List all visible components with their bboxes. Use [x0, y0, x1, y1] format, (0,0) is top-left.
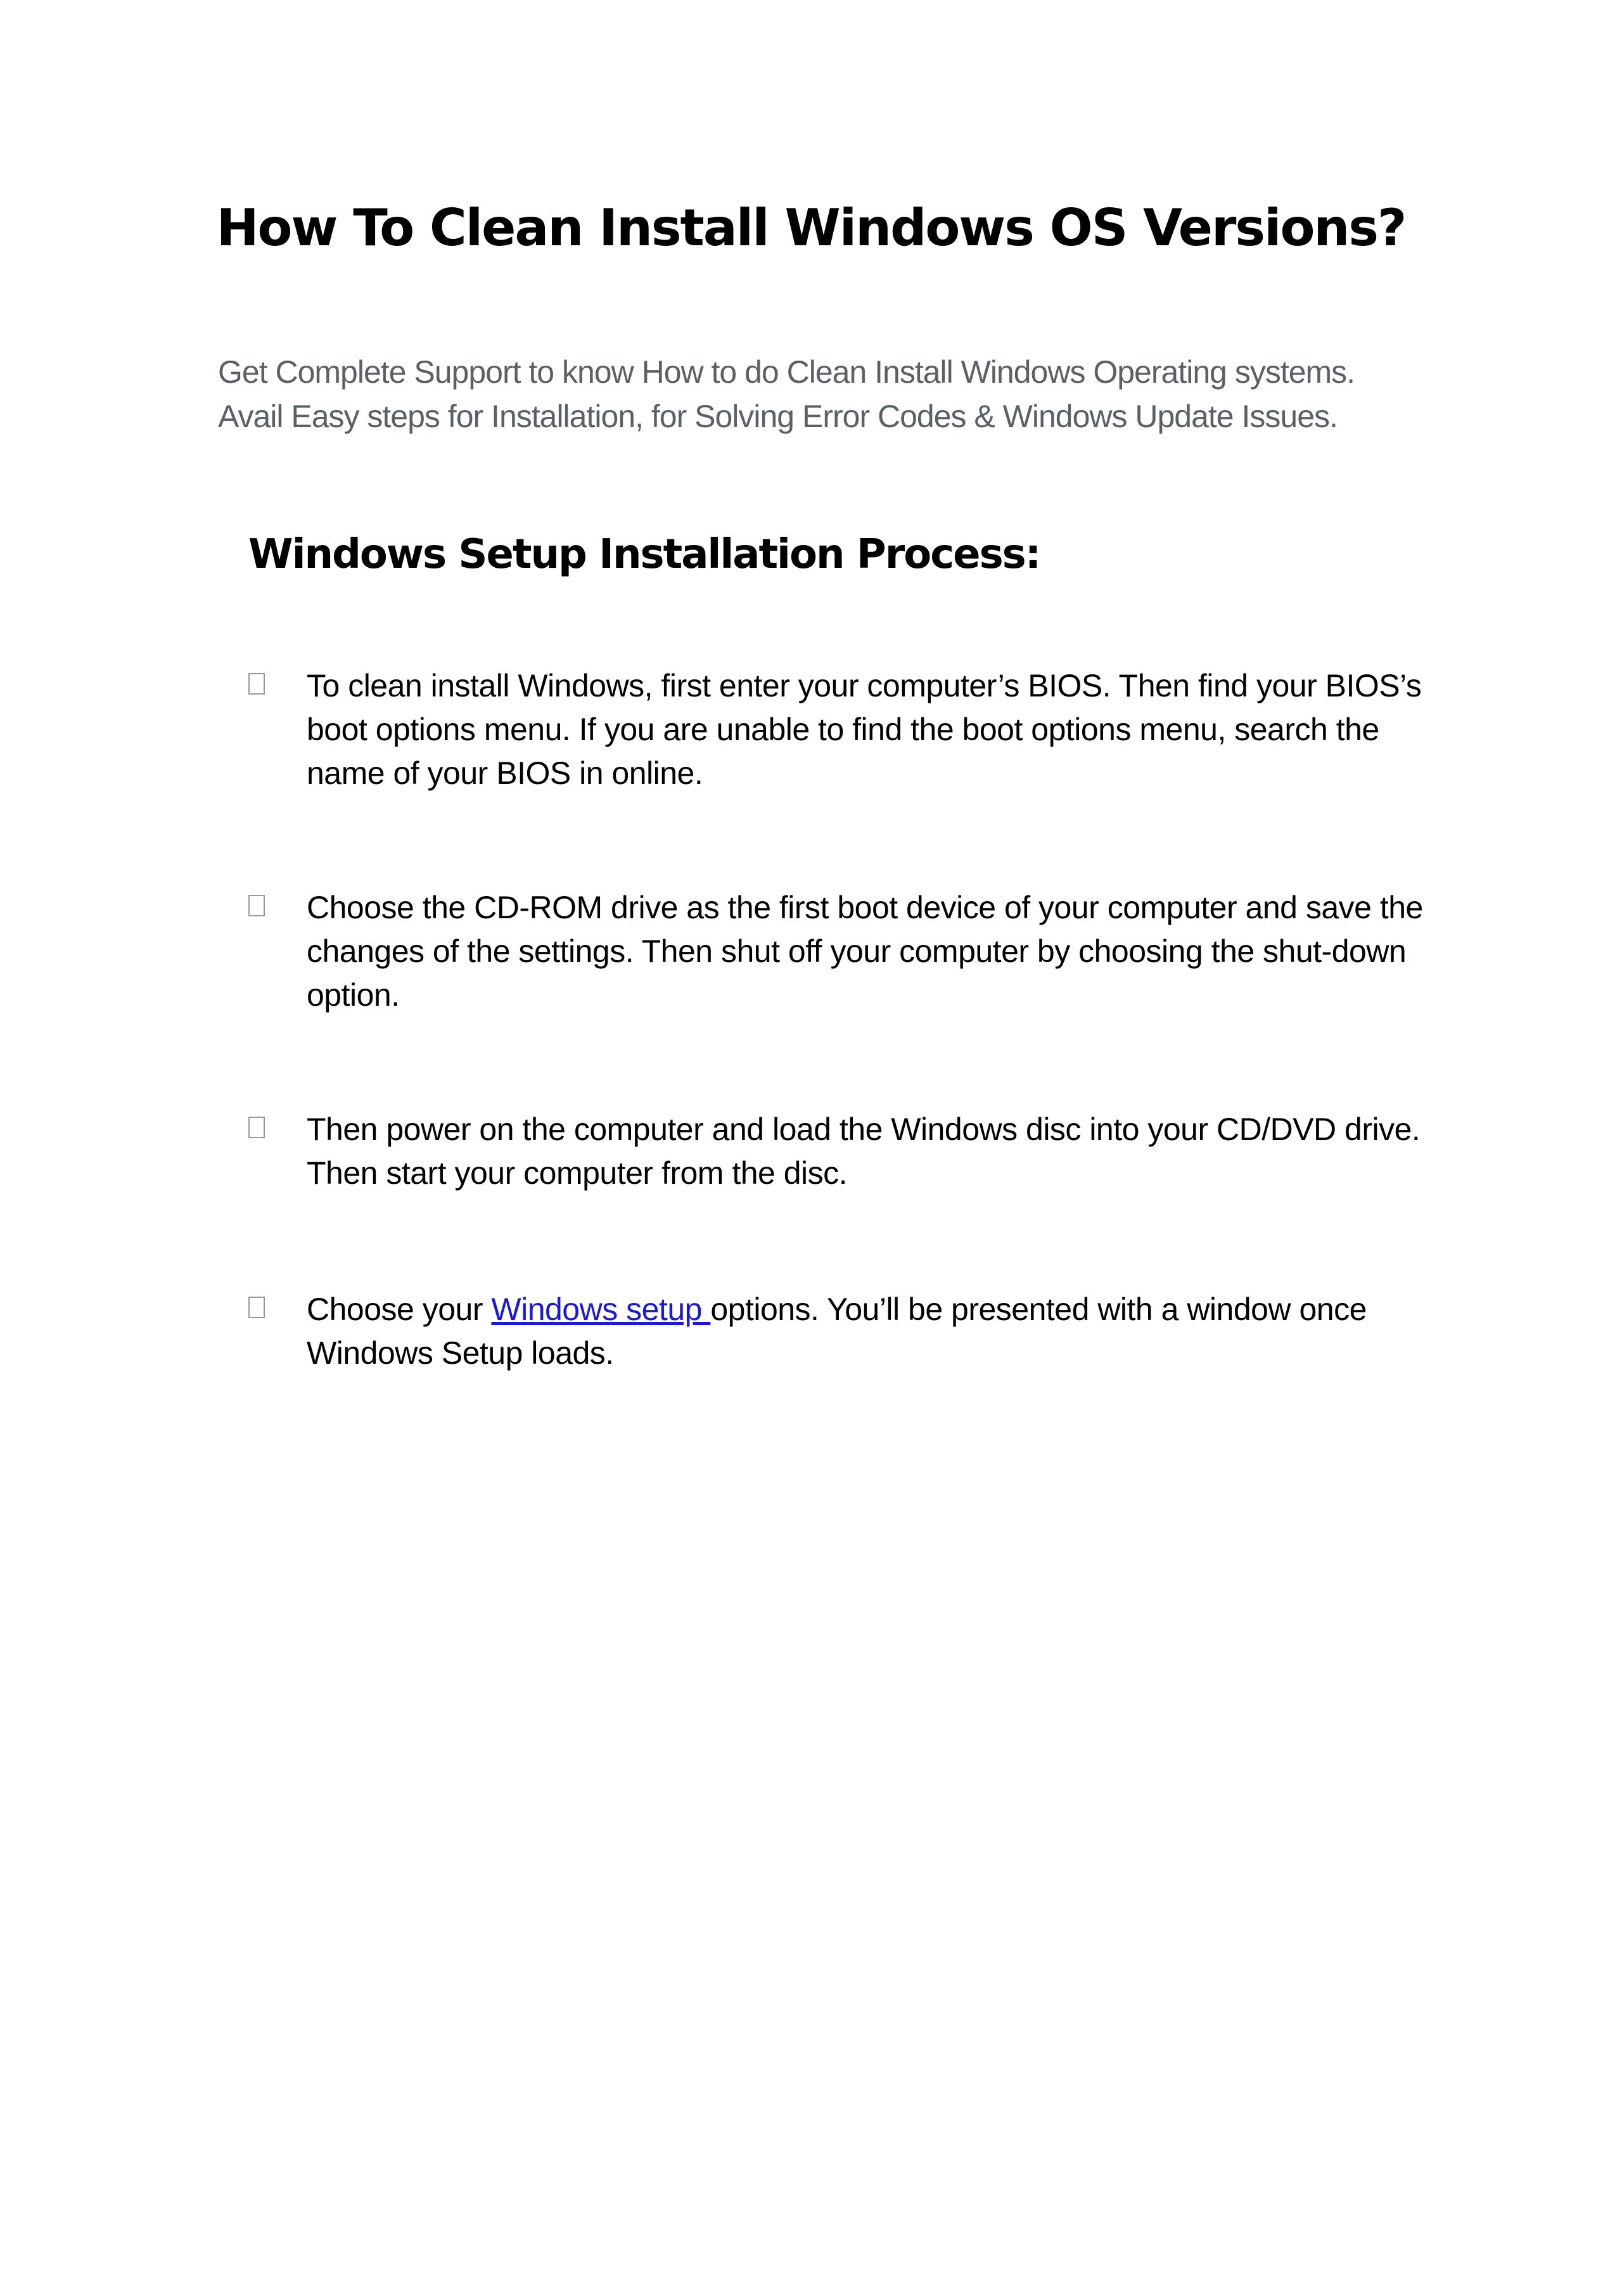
- step-text: [307, 1288, 1395, 1375]
- step-line: Then start your computer from the disc.: [307, 1155, 848, 1191]
- intro-line: Get Complete Support to know How to do Clean Install Windows Operating systems.: [218, 354, 1355, 390]
- step-text: [307, 664, 1422, 795]
- step-line: Windows Setup loads.: [307, 1335, 614, 1371]
- bullet-box-icon: [248, 895, 265, 916]
- intro-paragraph: [218, 350, 1422, 439]
- step-text-segment: options. You’ll be presented with a window once: [710, 1292, 1367, 1327]
- step-text: [307, 1108, 1421, 1195]
- step-line: [307, 1288, 1395, 1331]
- bullet-box-icon: [248, 1117, 265, 1138]
- step-text-segment: Choose your: [307, 1292, 492, 1327]
- intro-line: Avail Easy steps for Installation, for Solving Error Codes & Windows Update Issues.: [218, 399, 1338, 434]
- windows-setup-link[interactable]: Windows setup: [491, 1292, 711, 1327]
- step-line: boot options menu. If you are unable to find the boot options menu, search the: [307, 712, 1379, 747]
- page-title: How To Clean Install Windows OS Versions?: [216, 198, 1406, 257]
- section-heading: Windows Setup Installation Process:: [248, 531, 1040, 578]
- step-line: To clean install Windows, first enter your computer’s BIOS. Then find your BIOS’s: [307, 668, 1422, 703]
- step-text: [307, 886, 1423, 1017]
- bullet-box-icon: [248, 673, 265, 695]
- step-line: changes of the settings. Then shut off your computer by choosing the shut-down: [307, 933, 1407, 969]
- step-line: name of your BIOS in online.: [307, 755, 703, 791]
- step-line: Choose the CD-ROM drive as the first boot device of your computer and save the: [307, 890, 1423, 925]
- bullet-box-icon: [248, 1297, 265, 1318]
- step-line: option.: [307, 977, 400, 1013]
- step-line: Then power on the computer and load the Windows disc into your CD/DVD drive.: [307, 1112, 1421, 1147]
